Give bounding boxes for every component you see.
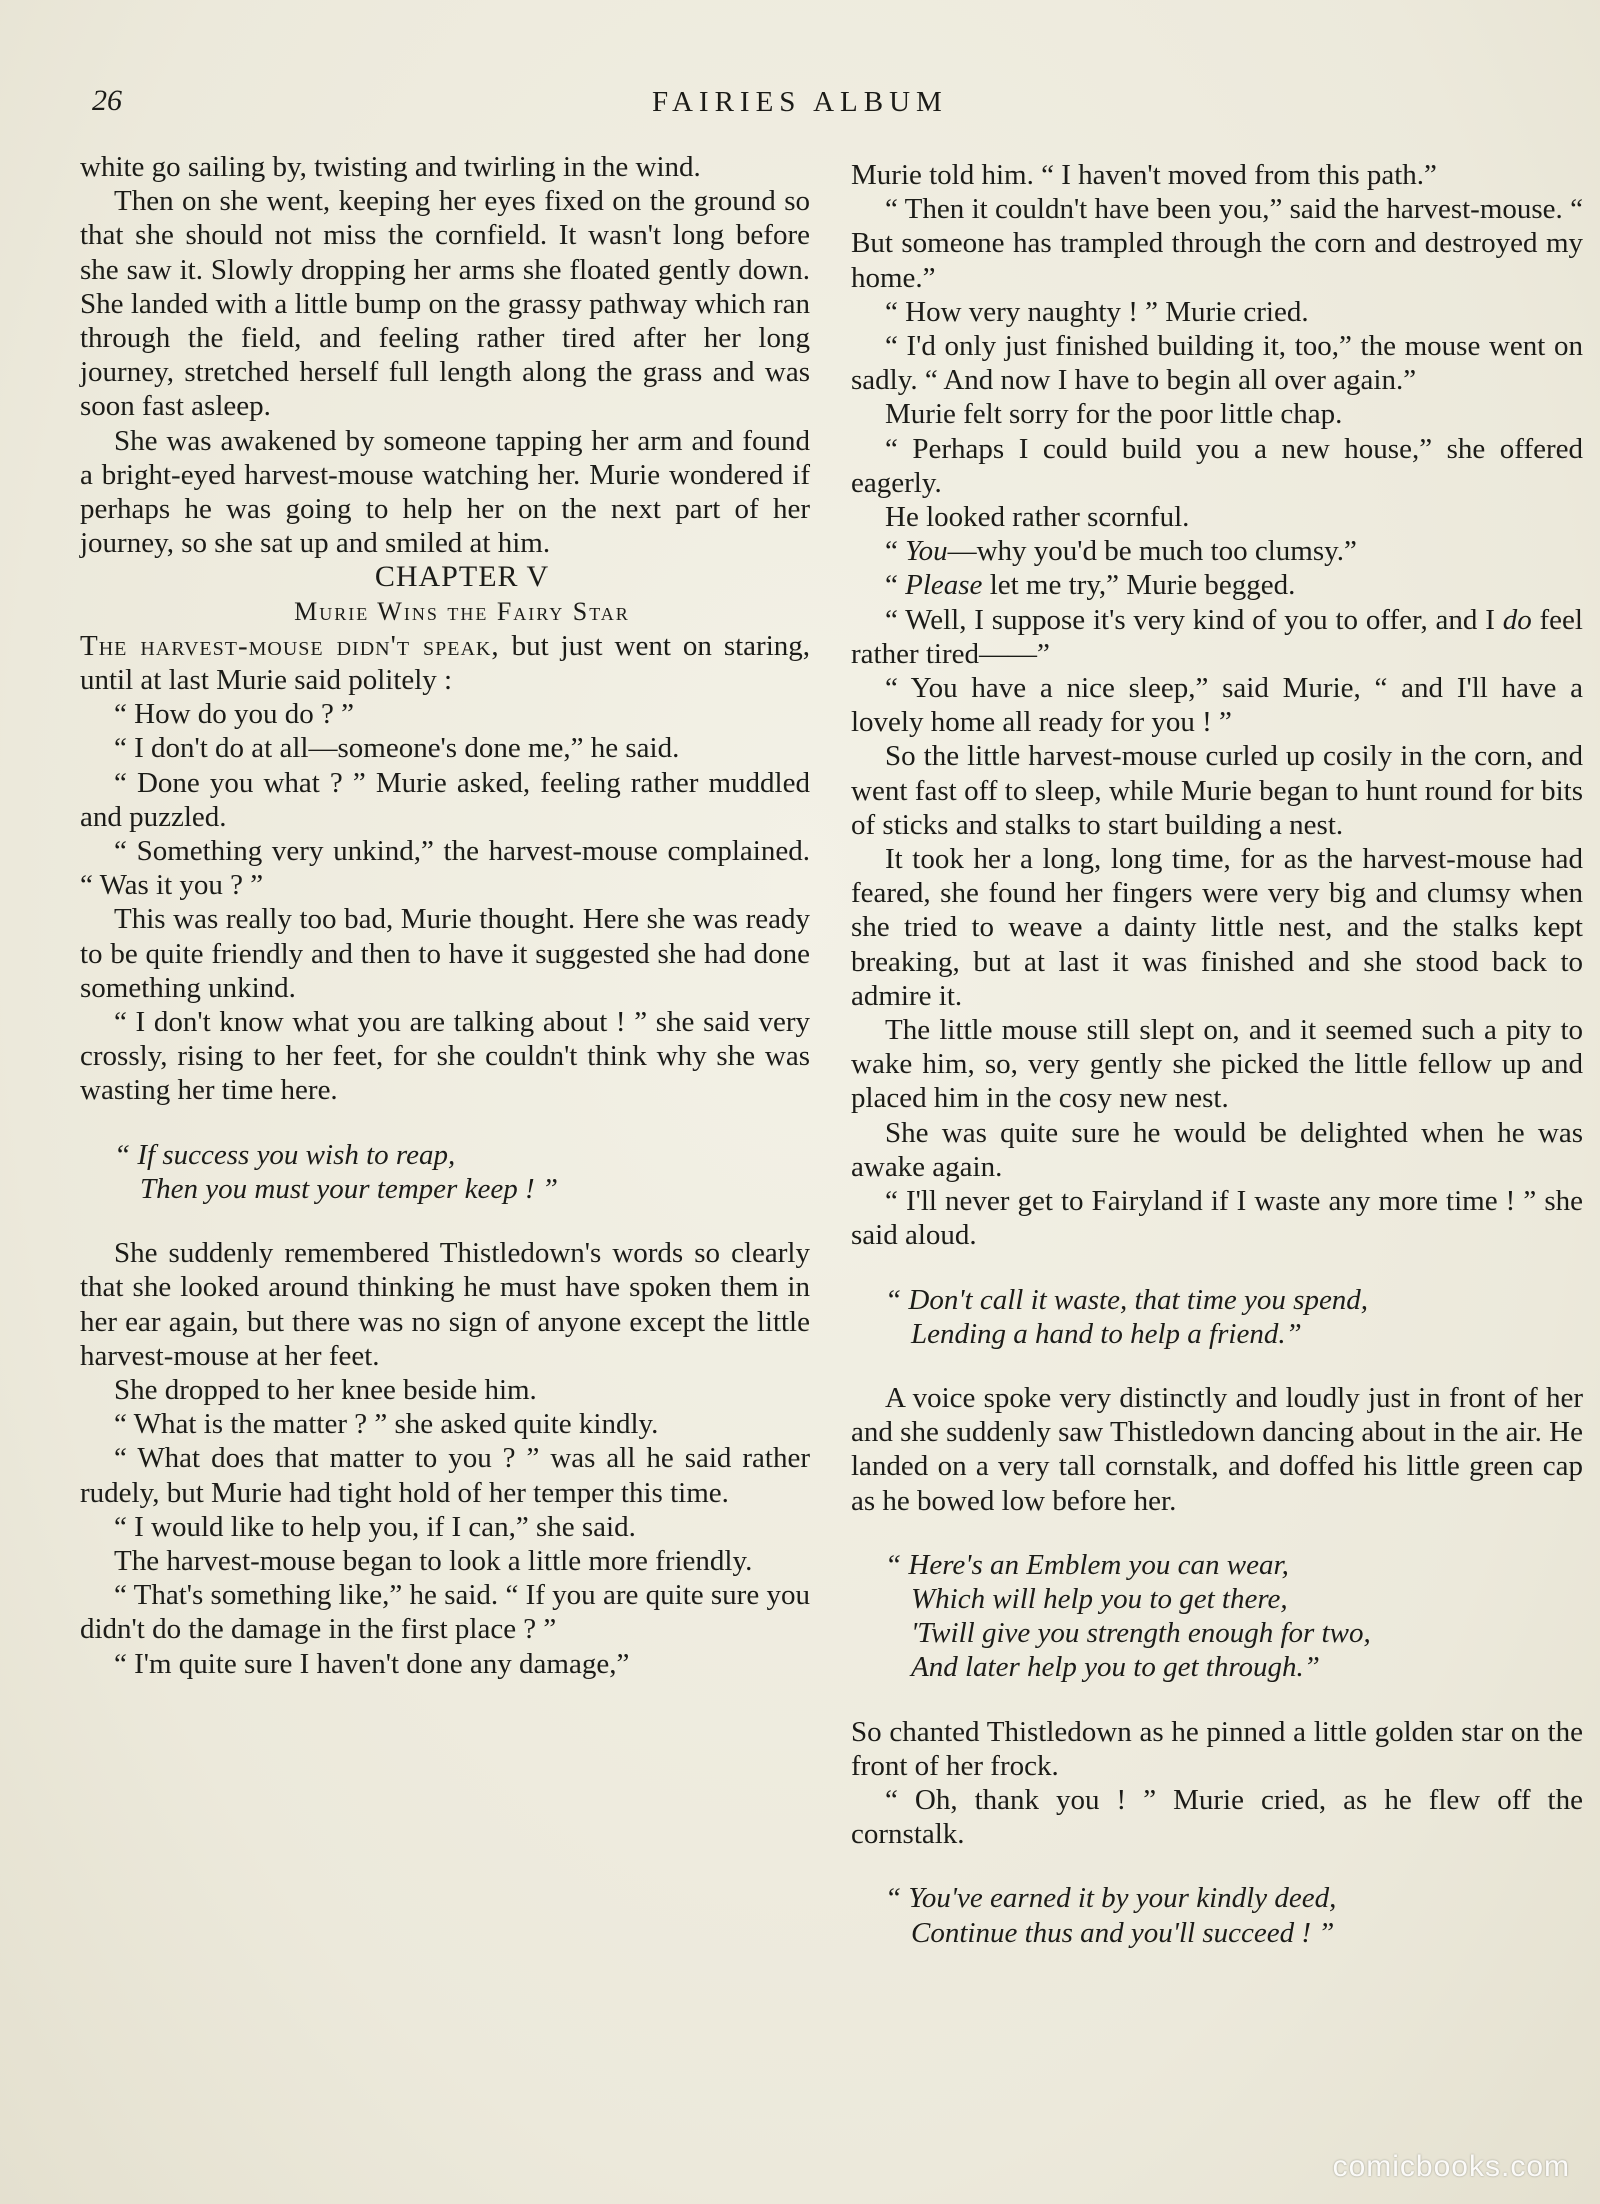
lead-in: The harvest-mouse didn't speak, (80, 629, 500, 662)
paragraph: Murie told him. “ I haven't moved from this path.” (851, 159, 1437, 191)
paragraph: The harvest-mouse began to look a little more friendly. (114, 1544, 753, 1577)
paragraph: “ Done you what ? ” Murie asked, feeling rather muddled and puzzled. (80, 766, 810, 833)
paragraph: “ How do you do ? ” (114, 698, 355, 731)
page-header (92, 84, 1560, 124)
paragraph: She was quite sure he would be delighted when he was awake again. (851, 1116, 1583, 1183)
verse (80, 1138, 810, 1206)
page-number: 26 (92, 84, 122, 117)
paragraph: So the little harvest-mouse curled up cosily in the corn, and went fast off to sleep, while Murie began to hunt round for bits of sticks and stalks to start building a nest. (851, 740, 1583, 841)
paragraph: white go sailing by, twisting and twirling in the wind. (80, 151, 701, 183)
paragraph: Murie felt sorry for the poor little chap. (885, 398, 1343, 431)
running-title: FAIRIES ALBUM (652, 86, 948, 118)
paragraph: “ How very naughty ! ” Murie cried. (885, 295, 1309, 328)
paragraph (80, 629, 810, 697)
emphasis: You (905, 535, 948, 568)
paragraph: “ I'd only just finished building it, too,” the mouse went on sadly. “ And now I have to begin all over again.” (851, 330, 1583, 397)
verse (851, 1548, 1583, 1685)
verse-line: Which will help you to get there, (911, 1582, 1288, 1615)
verse (851, 1283, 1583, 1351)
paragraph-text: but just went on staring, until at last Murie said politely : (80, 629, 810, 697)
paragraph: “ What does that matter to you ? ” was all he said rather rudely, but Murie had tight hold of her temper this time. (80, 1442, 810, 1509)
paragraph-text: let me try,” Murie begged. (982, 569, 1296, 602)
chapter-title: Murie Wins the Fairy Star (294, 596, 630, 626)
paragraph-text: “ Well, I suppose it's very kind of you to offer, and I (885, 603, 1503, 636)
paragraph: She suddenly remembered Thistledown's words so clearly that she looked around thinking he must have spoken them in her ear again, but there was no sign of anyone except the little harvest-mouse at her feet. (80, 1237, 810, 1372)
paragraph: “ I would like to help you, if I can,” she said. (114, 1510, 636, 1543)
verse-line: Lending a hand to help a friend.” (911, 1317, 1302, 1350)
paragraph: He looked rather scornful. (885, 501, 1190, 534)
verse-line: “ Here's an Emblem you can wear, (885, 1548, 1289, 1581)
verse (851, 1881, 1583, 1949)
paragraph: “ I don't do at all—someone's done me,” he said. (114, 732, 680, 765)
verse-line: 'Twill give you strength enough for two, (911, 1617, 1371, 1650)
paragraph: “ Oh, thank you ! ” Murie cried, as he flew off the cornstalk. (851, 1783, 1583, 1851)
paragraph: She dropped to her knee beside him. (114, 1373, 537, 1406)
paragraph: Then on she went, keeping her eyes fixed on the ground so that she should not miss the cornfield. It wasn't long before she saw it. Slowly dropping her arms she floated gently down. She landed with a little bump on the grassy pathway which ran through the field, and feeling rather tired after her long journey, stretched herself full length along the grass and was soon fast asleep. (80, 185, 810, 423)
right-column (851, 158, 1583, 1980)
paragraph: She was awakened by someone tapping her arm and found a bright-eyed harvest-mouse watching her. Murie wondered if perhaps he was going to help her on the next part of her journey, so she sat up and smiled at him. (80, 424, 810, 560)
paragraph: This was really too bad, Murie thought. Here she was ready to be quite friendly and then to have it suggested she had done something unkind. (80, 903, 810, 1004)
emphasis: Please (905, 569, 983, 602)
verse-line: “ Don't call it waste, that time you spend, (885, 1283, 1369, 1316)
verse-line: Continue thus and you'll succeed ! ” (911, 1916, 1335, 1949)
paragraph: “ I don't know what you are talking about ! ” she said very crossly, rising to her feet, for she couldn't think why she was wasting her time here. (80, 1006, 810, 1107)
quote-mark: “ (885, 569, 906, 602)
paragraph (851, 534, 1583, 568)
paragraph: A voice spoke very distinctly and loudly just in front of her and she suddenly saw Thistledown dancing about in the air. He landed on a very tall cornstalk, and doffed his little green cap as he bowed low before her. (851, 1381, 1583, 1517)
paragraph: “ You have a nice sleep,” said Murie, “ and I'll have a lovely home all ready for you ! ” (851, 672, 1583, 739)
emphasis: do (1502, 603, 1532, 636)
paragraph: It took her a long, long time, for as the harvest-mouse had feared, she found her fingers were very big and clumsy when she tried to weave a dainty little nest, and the stalks kept breaking, but at last it was finished and she stood back to admire it. (851, 843, 1583, 1012)
paragraph: “ Perhaps I could build you a new house,” she offered eagerly. (851, 432, 1583, 499)
chapter-heading: CHAPTER V (374, 560, 550, 594)
paragraph: “ Something very unkind,” the harvest-mouse complained. “ Was it you ? ” (80, 835, 810, 902)
paragraph: The little mouse still slept on, and it seemed such a pity to wake him, so, very gently she picked the little fellow up and placed him in the cosy new nest. (851, 1014, 1583, 1115)
quote-mark: “ (885, 535, 906, 568)
paragraph (851, 603, 1583, 671)
paragraph: “ That's something like,” he said. “ If you are quite sure you didn't do the damage in the first place ? ” (80, 1579, 810, 1646)
paragraph: “ I'll never get to Fairyland if I waste any more time ! ” she said aloud. (851, 1185, 1583, 1252)
paragraph: “ I'm quite sure I haven't done any damage,” (114, 1647, 630, 1680)
watermark: comicbooks.com (1332, 2150, 1570, 2183)
verse-line: Then you must your temper keep ! ” (140, 1172, 558, 1205)
paragraph: So chanted Thistledown as he pinned a little golden star on the front of her frock. (851, 1715, 1583, 1782)
paragraph: “ What is the matter ? ” she asked quite kindly. (114, 1408, 659, 1441)
paragraph: “ Then it couldn't have been you,” said the harvest-mouse. “ But someone has trampled through the corn and destroyed my home.” (851, 193, 1583, 294)
verse-line: “ If success you wish to reap, (114, 1138, 456, 1171)
left-column (80, 150, 810, 1681)
verse-line: “ You've earned it by your kindly deed, (885, 1882, 1337, 1915)
paragraph-text: —why you'd be much too clumsy.” (947, 535, 1357, 568)
paragraph (851, 568, 1583, 602)
verse-line: And later help you to get through.” (911, 1651, 1320, 1684)
paragraph-text: feel rather tired——” (851, 603, 1583, 670)
